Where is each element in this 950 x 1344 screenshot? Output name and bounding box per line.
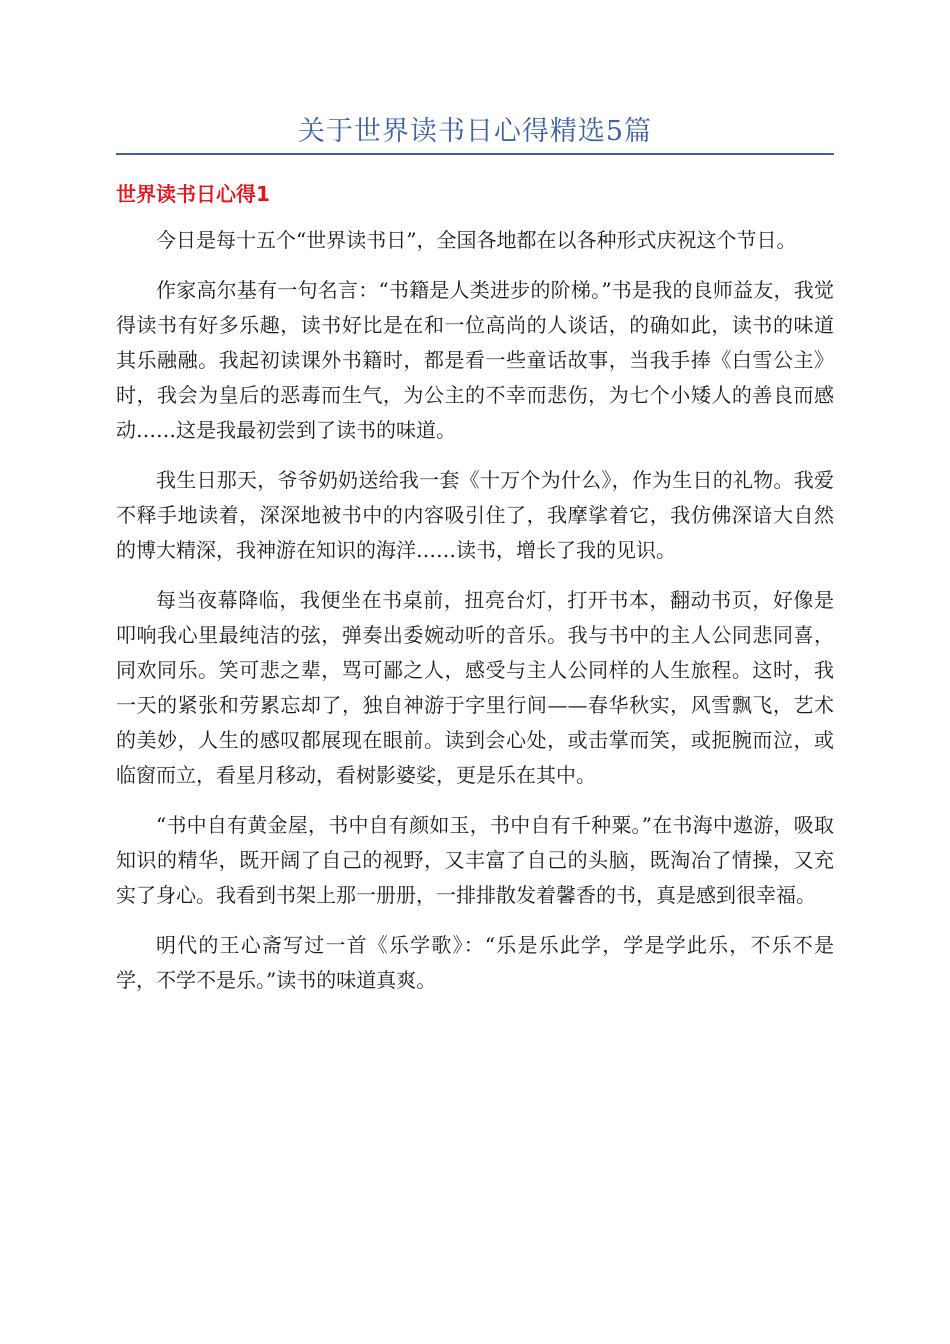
- paragraph-4: 每当夜幕降临，我便坐在书桌前，扭亮台灯，打开书本，翻动书页，好像是叩响我心里最纯洁的弦，弹奏出委婉动听的音乐。我与书中的主人公同悲同喜，同欢同乐。笑可悲之辈，骂可鄙之人，感受与主人公同样的人生旅程。这时，我一天的紧张和劳累忘却了，独自神游于字里行间——春华秋实，风雪飘飞，艺术的美妙，人生的感叹都展现在眼前。读到会心处，或击掌而笑，或扼腕而泣，或临窗而立，看星月移动，看树影婆娑，更是乐在其中。: [116, 588, 834, 787]
- paragraph-2: 作家高尔基有一句名言：“书籍是人类进步的阶梯。”书是我的良师益友，我觉得读书有好多乐趣，读书好比是在和一位高尚的人谈话，的确如此，读书的味道其乐融融。我起初读课外书籍时，都是看一些童话故事，当我手捧《白雪公主》时，我会为皇后的恶毒而生气，为公主的不幸而悲伤，为七个小矮人的善良而感动……这是我最初尝到了读书的味道。: [116, 278, 834, 442]
- document-page: [116, 0, 834, 1344]
- section-heading: 世界读书日心得1: [116, 182, 270, 206]
- title-divider: [116, 153, 834, 155]
- article-body: [116, 223, 834, 1013]
- paragraph-3: 我生日那天，爷爷奶奶送给我一套《十万个为什么》，作为生日的礼物。我爱不释手地读着，深深地被书中的内容吸引住了，我摩挲着它，我仿佛深谙大自然的博大精深，我神游在知识的海洋……读书，增长了我的见识。: [116, 468, 834, 562]
- paragraph-1: 今日是每十五个“世界读书日”，全国各地都在以各种形式庆祝这个节日。: [156, 228, 797, 252]
- paragraph-6: 明代的王心斋写过一首《乐学歌》：“乐是乐此学，学是学此乐，不乐不是学，不学不是乐。”读书的味道真爽。: [116, 933, 834, 992]
- paragraph-5: “书中自有黄金屋，书中自有颜如玉，书中自有千种粟。”在书海中遨游，吸取知识的精华，既开阔了自己的视野，又丰富了自己的头脑，既淘冶了情操，又充实了身心。我看到书架上那一册册，一排排散发着馨香的书，真是感到很幸福。: [116, 813, 834, 907]
- document-title: 关于世界读书日心得精选5篇: [297, 116, 653, 147]
